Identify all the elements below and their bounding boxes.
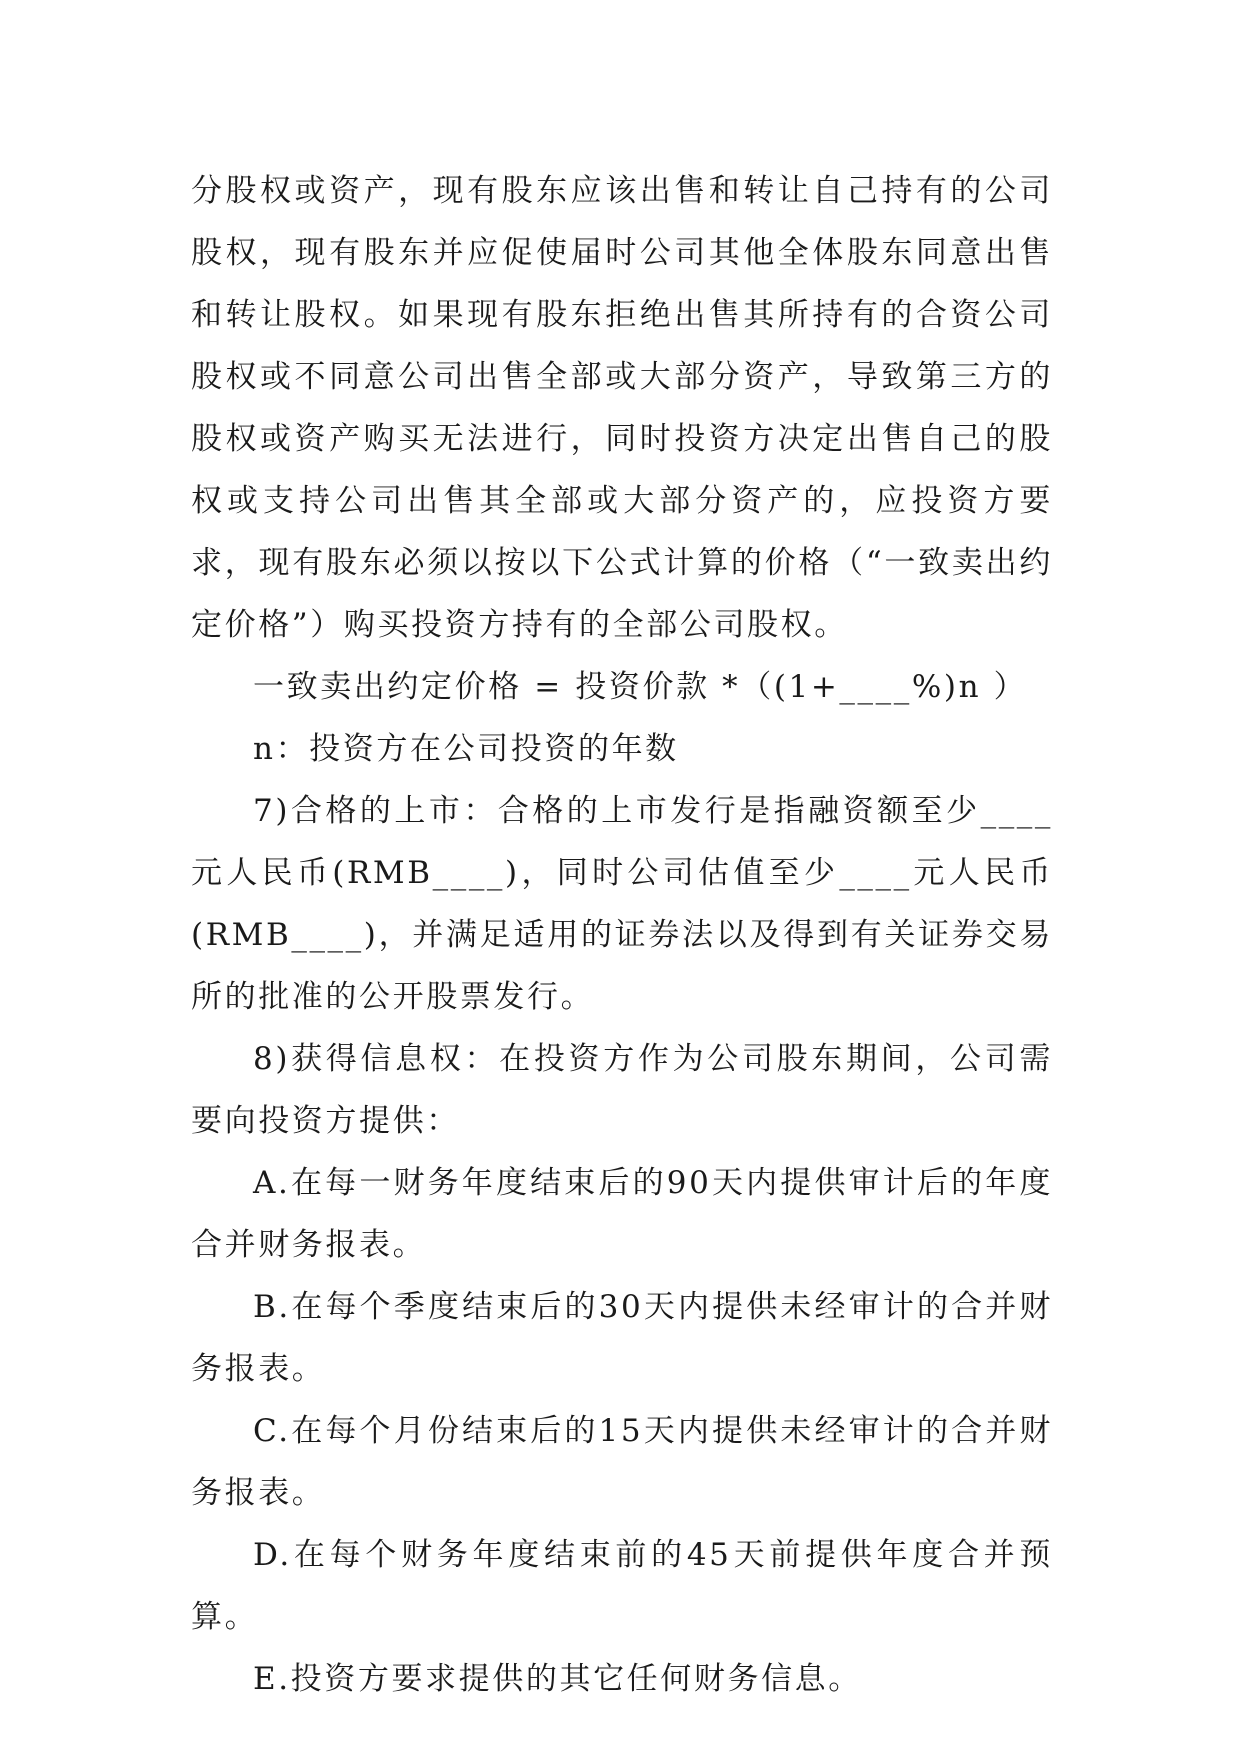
- list-item-d: D.在每个财务年度结束前的45天前提供年度合并预算。: [191, 1537, 1053, 1635]
- list-item-b: B.在每个季度结束后的30天内提供未经审计的合并财务报表。: [191, 1289, 1053, 1387]
- document-page: [191, 160, 1053, 1710]
- paragraph-formula: 一致卖出约定价格 = 投资价款 *（(1+____%)n ）: [253, 669, 1028, 705]
- list-item-e: E.投资方要求提供的其它任何财务信息。: [253, 1661, 862, 1697]
- list-item-c: C.在每个月份结束后的15天内提供未经审计的合并财务报表。: [191, 1413, 1053, 1511]
- list-item-a: A.在每一财务年度结束后的90天内提供审计后的年度合并财务报表。: [191, 1165, 1053, 1263]
- paragraph-qualified-listing: 7)合格的上市：合格的上市发行是指融资额至少____元人民币(RMB____)，同时公司估值至少____元人民币(RMB____)，并满足适用的证券法以及得到有关证券交易所的批准的公开股票发行。: [191, 793, 1053, 1015]
- paragraph-information-rights: 8)获得信息权：在投资方作为公司股东期间，公司需要向投资方提供：: [191, 1041, 1053, 1139]
- paragraph-formula-note: n：投资方在公司投资的年数: [253, 731, 679, 767]
- paragraph-share-transfer: 分股权或资产，现有股东应该出售和转让自己持有的公司股权，现有股东并应促使届时公司其他全体股东同意出售和转让股权。如果现有股东拒绝出售其所持有的合资公司股权或不同意公司出售全部或大部分资产，导致第三方的股权或资产购买无法进行，同时投资方决定出售自己的股权或支持公司出售其全部或大部分资产的，应投资方要求，现有股东必须以按以下公式计算的价格（“一致卖出约定价格”）购买投资方持有的全部公司股权。: [191, 173, 1053, 643]
